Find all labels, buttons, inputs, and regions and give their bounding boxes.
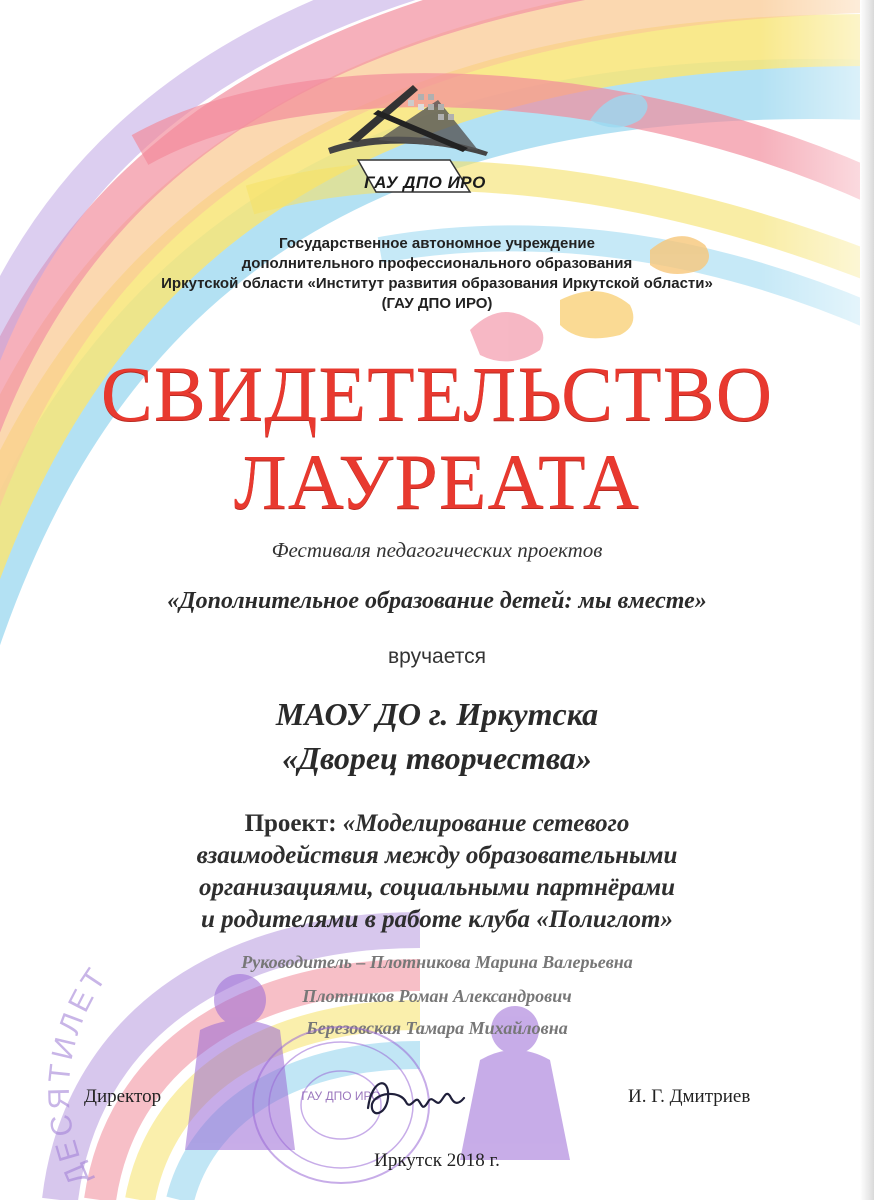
project-line-2: взаимодействия между образовательными bbox=[196, 842, 678, 869]
organization-line-1: Государственное автономное учреждение bbox=[279, 235, 595, 252]
project-line-1 bbox=[0, 808, 874, 839]
project-line-4: и родителями в работе клуба «Полиглот» bbox=[201, 906, 673, 933]
director-name: И. Г. Дмитриев bbox=[628, 1086, 751, 1107]
handwritten-signature bbox=[360, 1068, 470, 1128]
organization-line-3: Иркутской области «Институт развития образования Иркутской области» bbox=[161, 275, 713, 292]
organization-line-4: (ГАУ ДПО ИРО) bbox=[381, 295, 493, 312]
organization-line-2: дополнительного профессионального образования bbox=[241, 255, 633, 272]
team-member-2: Березовская Тамара Михайловна bbox=[306, 1018, 568, 1038]
svg-text:ДЕСЯТИЛЕТ: ДЕСЯТИЛЕТ bbox=[42, 959, 115, 1191]
team-member-1: Плотников Роман Александрович bbox=[302, 986, 572, 1006]
certificate-title-line-2: ЛАУРЕАТА bbox=[233, 438, 641, 525]
project-leader: Руководитель – Плотникова Марина Валерьевна bbox=[241, 952, 633, 972]
festival-line: Фестиваля педагогических проектов bbox=[271, 538, 603, 562]
certificate-title-line-1: СВИДЕТЕЛЬСТВО bbox=[100, 350, 774, 437]
director-label: Директор bbox=[84, 1086, 162, 1107]
logo-caption: ГАУ ДПО ИРО bbox=[364, 173, 486, 192]
scan-edge-shadow bbox=[860, 0, 874, 1200]
place-and-date: Иркутск 2018 г. bbox=[374, 1150, 500, 1171]
recipient-line-2: «Дворец творчества» bbox=[282, 740, 592, 776]
recipient-line-1: МАОУ ДО г. Иркутска bbox=[275, 696, 599, 732]
project-line-3: организациями, социальными партнёрами bbox=[198, 874, 676, 901]
festival-name: «Дополнительное образование детей: мы вместе» bbox=[167, 588, 707, 614]
awarded-text: вручается bbox=[388, 645, 486, 668]
seal-text: ГАУ ДПО ИРО bbox=[301, 1089, 381, 1103]
project-label: Проект: bbox=[244, 810, 337, 837]
project-title-part-1: «Моделирование сетевого bbox=[342, 810, 630, 837]
